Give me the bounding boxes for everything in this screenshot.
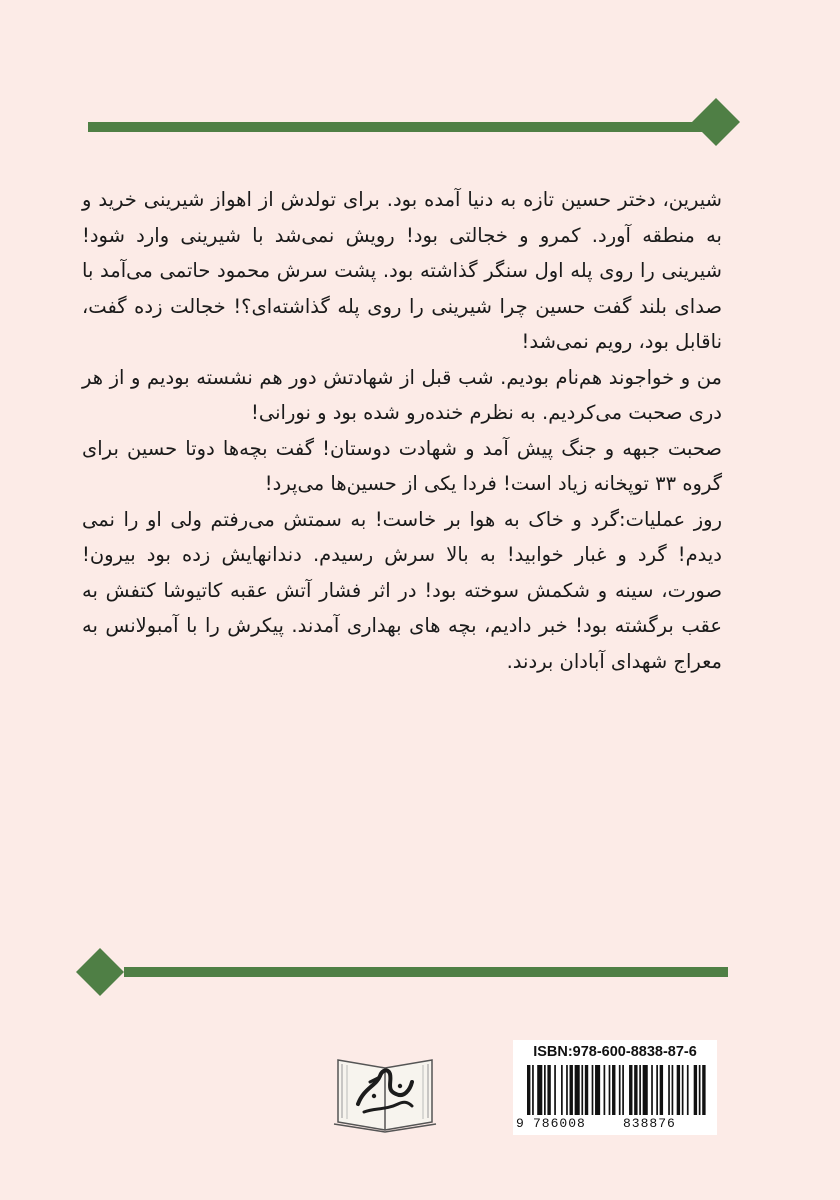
story-paragraph: صحبت جبهه و جنگ پیش آمد و شهادت دوستان! گفت بچه‌ها دوتا حسین برای گروه ۳۳ توپخانه زیاد است! فردا یکی از حسین‌ها می‌پرد! (82, 436, 722, 495)
story-paragraph: روز عملیات:گرد و خاک به هوا بر خاست! به سمتش می‌رفتم ولی او را نمی دیدم! گرد و غبار خوابید! به بالا سرش رسیدم. دندانهایش زده بود بیرون! صورت، سینه و شکمش سوخته بود! در اثر فشار آتش عقبه کاتیوشا کتفش به عقب برگشته بود! خبر دادیم، بچه های بهداری آمدند. پیکرش را با آمبولانس به معراج شهدای آبادان بردند. (82, 507, 722, 673)
publisher-logo (330, 1046, 440, 1134)
barcode-digits-left: 786008 (533, 1116, 586, 1131)
barcode-icon (527, 1065, 709, 1115)
barcode-digits (513, 1116, 717, 1134)
bottom-divider (0, 944, 840, 1004)
top-divider (0, 88, 840, 148)
isbn-label: ISBN:978-600-8838-87-6 (533, 1044, 697, 1060)
story-paragraph: شیرین، دختر حسین تازه به دنیا آمده بود. برای تولدش از اهواز شیرینی خرید و به منطقه آورد. کمرو و خجالتی بود! رویش نمی‌شد با شیرینی وارد شود! شیرینی را روی پله اول سنگر گذاشته بود. پشت سرش محمود حاتمی می‌آمد با صدای بلند گفت حسین چرا شیرینی را روی پله گذاشته‌ای؟! خجالت زده گفت، ناقابل بود، رویم نمی‌شد! (82, 188, 722, 353)
story-paragraph: من و خواجوند هم‌نام بودیم. شب قبل از شهادتش دور هم نشسته بودیم و از هر دری صحبت می‌کردیم. به نظرم خنده‌رو شده بود و نورانی! (82, 365, 722, 424)
barcode-digit-first: 9 (516, 1116, 524, 1131)
story-text (82, 182, 722, 922)
open-book-logo-icon (330, 1046, 440, 1134)
barcode-digits-right: 838876 (623, 1116, 676, 1131)
isbn-barcode-box (513, 1040, 717, 1135)
